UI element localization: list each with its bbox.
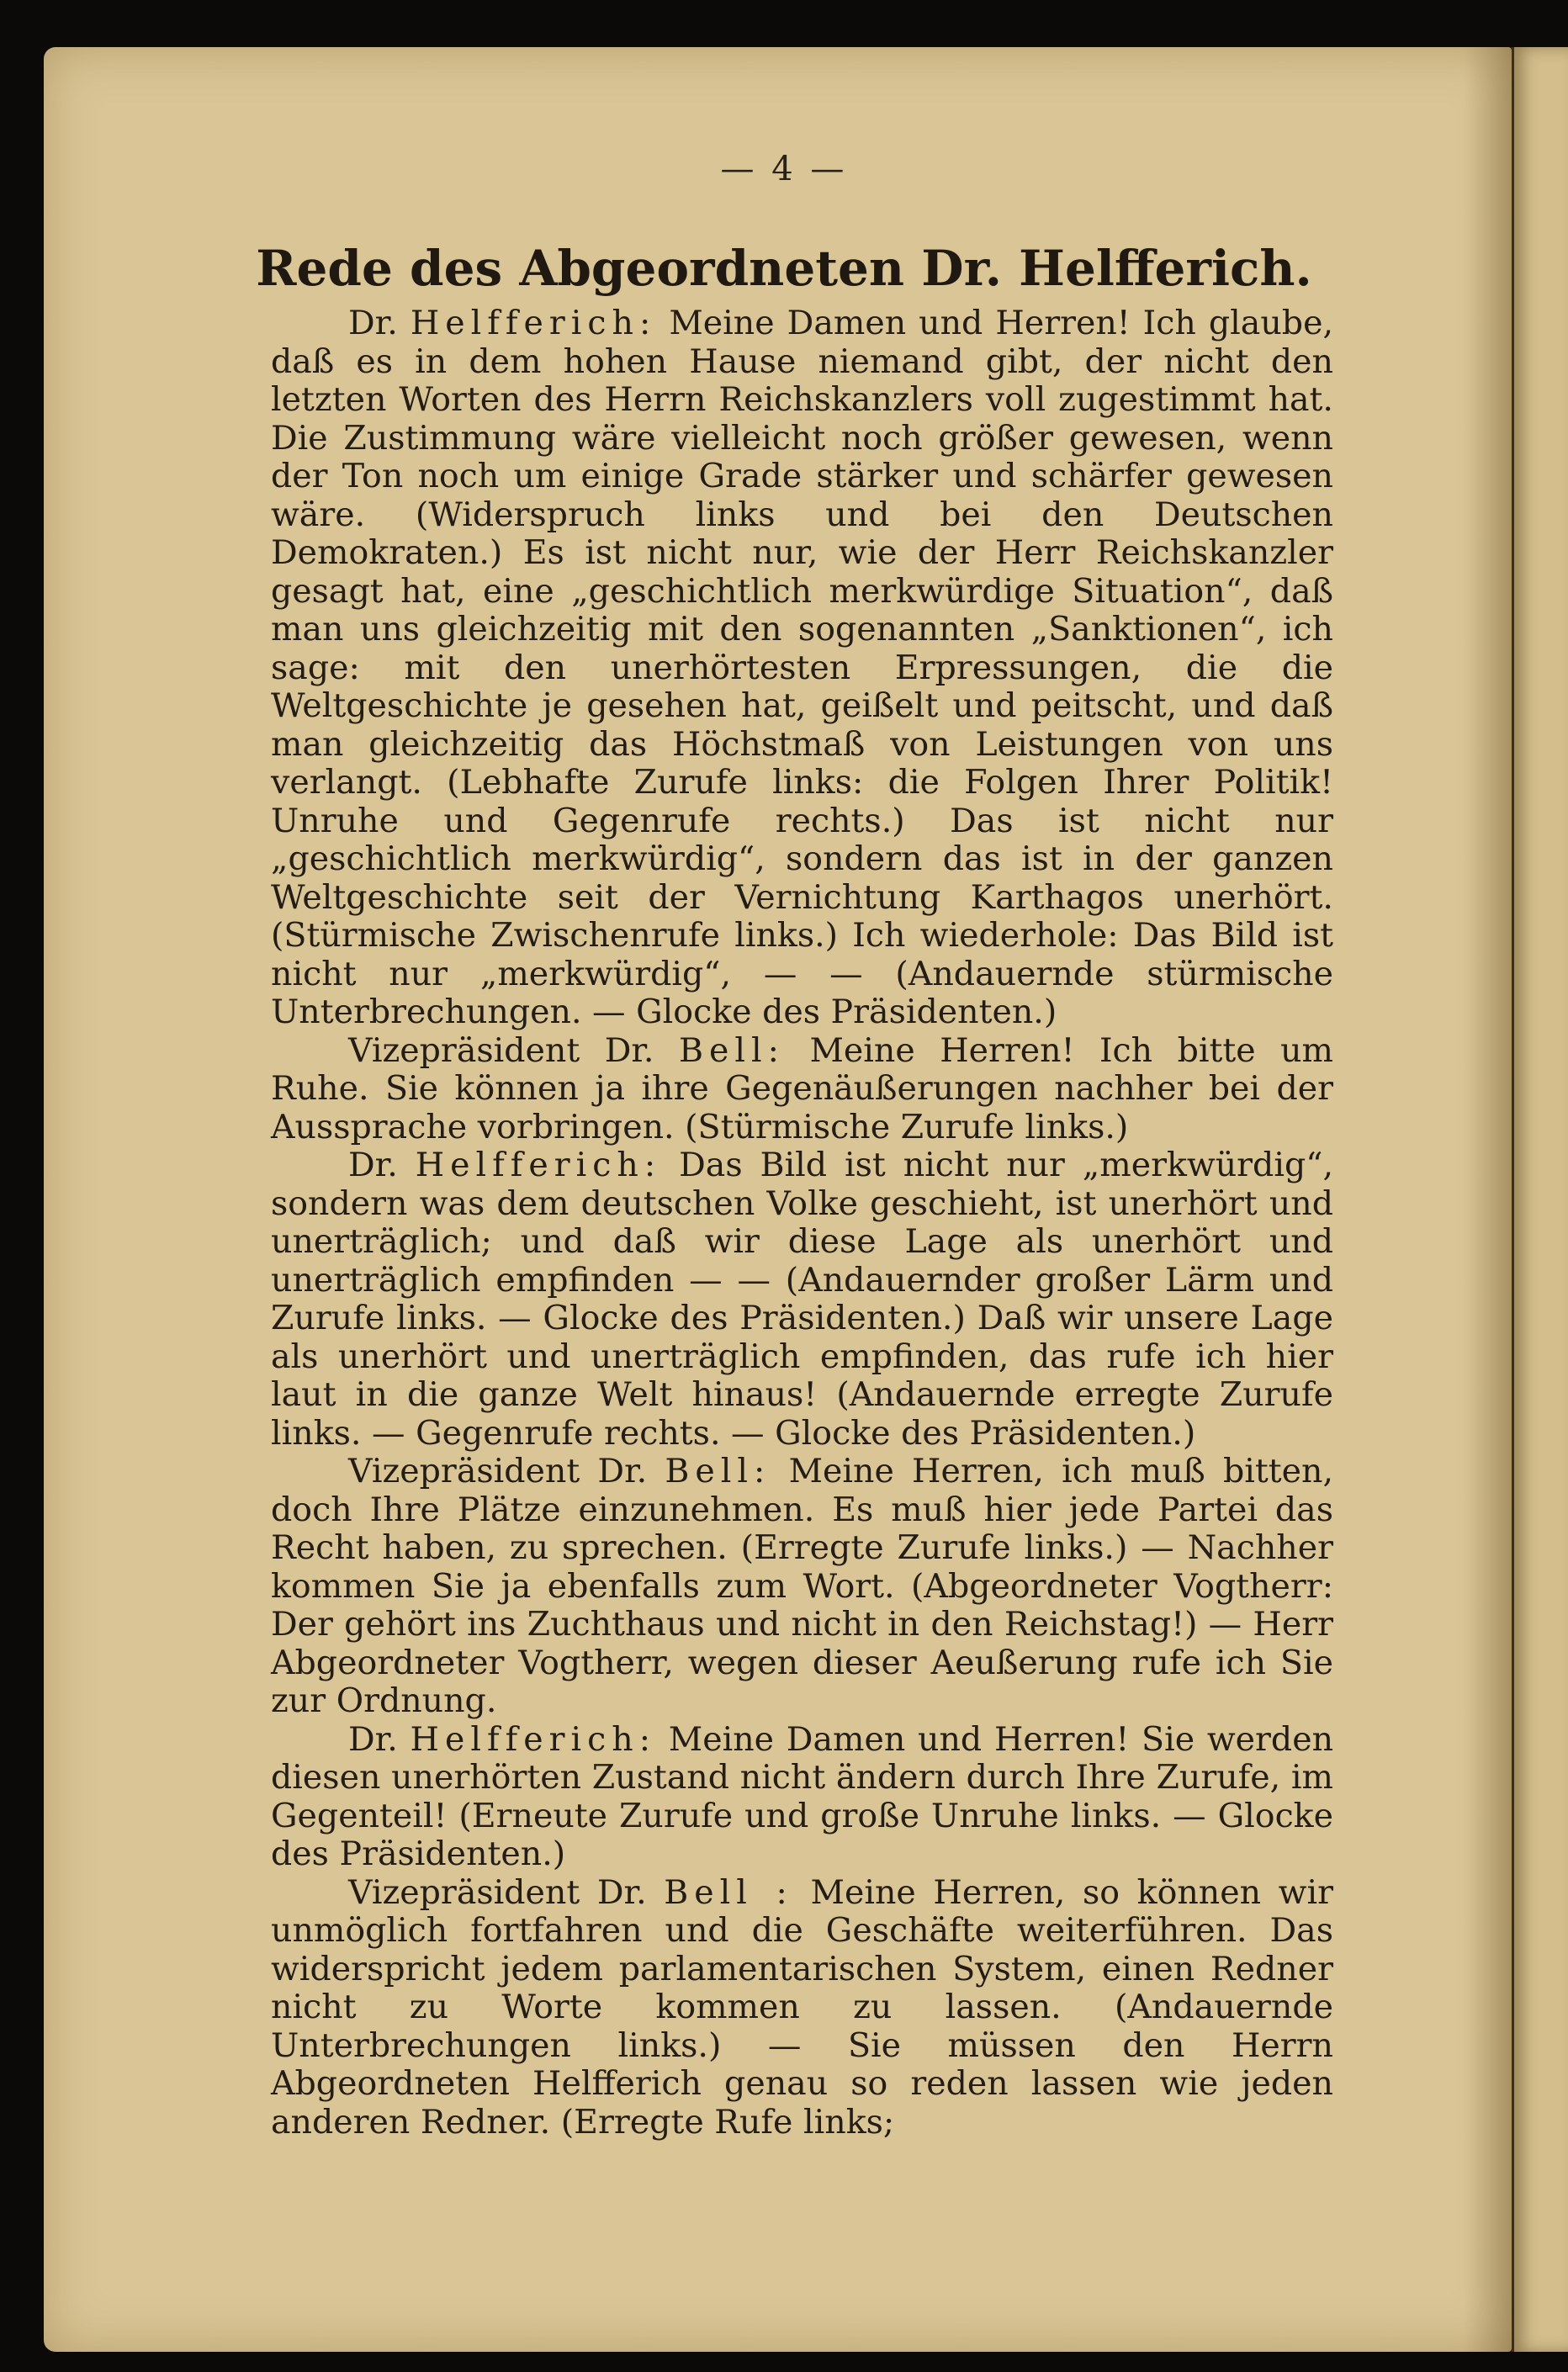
speaker-name: Bell: (665, 1452, 771, 1490)
paragraph (271, 1453, 1333, 1721)
speaker-title: Vizepräsident Dr. (348, 1030, 654, 1070)
speaker-name: Helfferich: (410, 304, 657, 342)
next-page-edge (1512, 47, 1568, 2352)
page-fold-shadow (1464, 47, 1512, 2352)
paragraph-text: Meine Damen und Herren! Sie werden diesen unerhörten Zustand nicht ändern durch Ihre Zurufe, im Gegenteil! (Erneute Zurufe und große Unruhe links. — Glocke des Präsidenten.) (271, 1719, 1334, 1873)
speaker-title: Dr. (348, 1719, 398, 1759)
paragraph-text: Meine Herren, ich muß bitten, doch Ihre Plätze einzunehmen. Es muß hier jede Partei das Recht haben, zu sprechen. (Erregte Zurufe links.) — Nachher kommen Sie ja ebenfalls zum Wort. (Abgeordneter Vogtherr: Der gehört ins Zuchthaus und nicht in den Reichstag!) — Herr Abgeordneter Vogtherr, wegen dieser Aeußerung rufe ich Sie zur Ordnung. (271, 1452, 1334, 1720)
paragraph-text: Meine Damen und Herren! Ich glaube, daß es in dem hohen Hause niemand gibt, der nicht den letzten Worten des Herrn Reichskanzlers voll zugestimmt hat. Die Zustimmung wäre vielleicht noch größer gewesen, wenn der Ton noch um einige Grade stärker und schärfer gewesen wäre. (Widerspruch links und bei den Deutschen Demokraten.) Es ist nicht nur, wie der Herr Reichskanzler gesagt hat, eine „geschichtlich merkwürdige Situation“, daß man uns gleichzeitig mit den sogenannten „Sanktionen“, ich sage: mit den unerhörtesten Erpressungen, die die Weltgeschichte je gesehen hat, geißelt und peitscht, und daß man gleichzeitig das Höchstmaß von Leistungen von uns verlangt. (Lebhafte Zurufe links: die Folgen Ihrer Politik! Unruhe und Gegenrufe rechts.) Das ist nicht nur „geschichtlich merkwürdig“, sondern das ist in der ganzen Weltgeschichte seit der Vernichtung Karthagos unerhört. (Stürmische Zwischenrufe links.) Ich wiederhole: Das Bild ist nicht nur „merkwürdig“, — — (Andauernde stürmische Unterbrechungen. — Glocke des Präsidenten.) (271, 304, 1334, 1031)
speaker-name: Bell: (678, 1030, 785, 1070)
paragraph (271, 1721, 1333, 1874)
paragraph-text: Meine Herren! Ich bitte um Ruhe. Sie können ja ihre Gegenäußerungen nachher bei der Aussprache vorbringen. (Stürmische Zurufe links.) (271, 1030, 1334, 1146)
speech-body (271, 304, 1333, 2142)
speaker-title: Dr. (348, 1146, 398, 1184)
speaker-name: Bell : (664, 1872, 793, 1912)
paragraph (271, 304, 1333, 1032)
speaker-name: Helfferich: (415, 1146, 662, 1184)
speaker-name: Helfferich: (410, 1719, 657, 1759)
speaker-title: Vizepräsident Dr. (348, 1452, 648, 1490)
page-number: — 4 — (720, 150, 848, 188)
speaker-title: Dr. (348, 304, 398, 342)
paragraph (271, 1874, 1333, 2142)
paragraph (271, 1032, 1333, 1147)
speaker-title: Vizepräsident Dr. (348, 1872, 647, 1912)
paragraph-text: Meine Herren, so können wir unmöglich fortfahren und die Geschäfte weiterführen. Das widerspricht jedem parlamentarischen System, einen Redner nicht zu Worte kommen zu lassen. (Andauernde Unterbrechungen links.) — Sie müssen den Herrn Abgeordneten Helfferich genau so reden lassen wie jeden anderen Redner. (Erregte Rufe links; (271, 1872, 1333, 2142)
paragraph-text: Das Bild ist nicht nur „merkwürdig“, sondern was dem deutschen Volke geschieht, ist unerhört und unerträglich; und daß wir diese Lage als unerhört und unerträglich empfinden — — (Andauernder großer Lärm und Zurufe links. — Glocke des Präsidenten.) Daß wir unsere Lage als unerhört und unerträglich empfinden, das rufe ich hier laut in die ganze Welt hinaus! (Andauernde erregte Zurufe links. — Gegenrufe rechts. — Glocke des Präsidenten.) (271, 1146, 1333, 1453)
paragraph (271, 1146, 1333, 1453)
page-title: Rede des Abgeordneten Dr. Helfferich. (256, 240, 1312, 297)
